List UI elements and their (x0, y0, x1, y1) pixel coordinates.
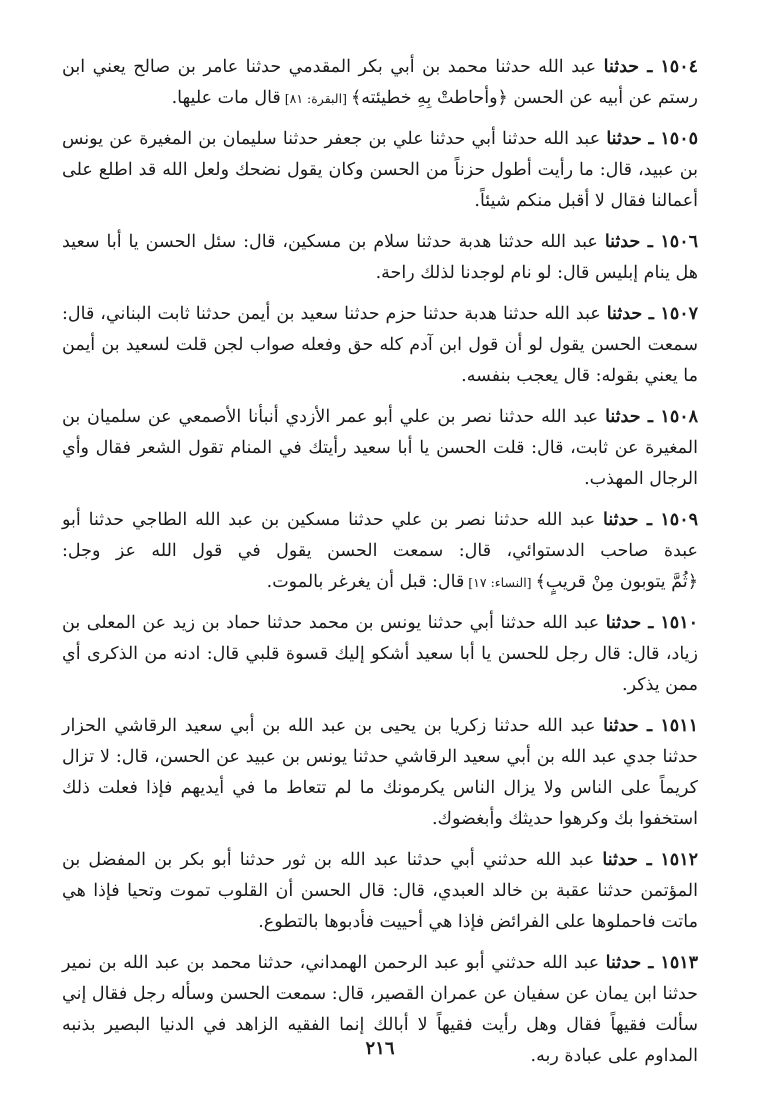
hadith-entry-1505 (62, 124, 698, 217)
entry-number: ١٥٠٤ ـ حدثنا (603, 57, 699, 77)
quran-quote: ﴿وأحاطتْ بِهِ خطيئته﴾ (350, 88, 508, 108)
entry-text: عبد الله حدثنا أبي حدثنا يونس بن محمد حدثنا حماد بن زيد عن المعلى بن زياد، قال: قال رجل للحسن يا أبا سعيد أشكو إليك قسوة قلبي قال: ادنه من الذكرى أي ممن يذكر. (62, 613, 698, 695)
entry-number: ١٥٠٩ ـ حدثنا (603, 510, 698, 530)
hadith-entry-1512 (62, 845, 698, 938)
entry-number: ١٥٠٦ ـ حدثنا (604, 232, 698, 252)
hadith-entry-1510 (62, 608, 698, 701)
hadith-entry-1506 (62, 227, 698, 289)
entry-text: عبد الله حدثنا أبي حدثنا علي بن جعفر حدثنا سليمان بن المغيرة عن يونس بن عبيد، قال: ما رأيت أطول حزناً من الحسن وكان يقول نضحك ولعل الله قد اطلع على أعمالنا فقال لا أقبل منكم شيئاً. (62, 129, 698, 211)
entry-number: ١٥١٠ ـ حدثنا (605, 613, 698, 633)
hadith-entry-1507 (62, 299, 698, 392)
entry-text: عبد الله حدثنا هدبة حدثنا حزم حدثنا سعيد بن أيمن حدثنا ثابت البناني، قال: سمعت الحسن يقول لو أن قول ابن آدم كله حق وفعله صواب لجن قلت لسعيد بن أيمن ما يعني بقوله: قال يعجب بنفسه. (62, 304, 698, 386)
entry-text: عبد الله حدثنا نصر بن علي أبو عمر الأزدي أنبأنا الأصمعي عن سلميان بن المغيرة عن ثابت، قال: قلت الحسن يا أبا سعيد رأيتك في المنام تقول الشعر فقال وأي الرجال المهذب. (62, 407, 698, 489)
hadith-entry-1508 (62, 402, 698, 495)
entry-number: ١٥١٣ ـ حدثنا (605, 953, 699, 973)
entry-number: ١٥١١ ـ حدثنا (603, 716, 698, 736)
entry-text-end: قال مات عليها. (171, 88, 281, 108)
page-number: ٢١٦ (365, 1038, 395, 1059)
entry-number: ١٥٠٨ ـ حدثنا (605, 407, 699, 427)
entry-text: عبد الله حدثني أبو عبد الرحمن الهمداني، حدثنا محمد بن عبد الله بن نمير حدثنا ابن يمان عن سفيان عن عمران القصير، قال: سمعت الحسن وسأله رجل فقال إني سألت فقيهاً فقال وهل رأيت فقيهاً لا أبالك إنما الفقيه الزاهد في الدنيا البصير بذنبه المداوم على عبادة ربه. (62, 953, 698, 1066)
entry-text: عبد الله حدثنا محمد بن أبي بكر المقدمي حدثنا عامر بن صالح يعني ابن رستم عن أبيه عن الحسن (62, 57, 698, 108)
quran-quote: ﴿ثُمَّ يتوبون مِنْ قريبٍ﴾ (535, 572, 698, 592)
entry-text: عبد الله حدثني أبي حدثنا عبد الله بن ثور حدثنا أبو بكر بن المفضل بن المؤتمن حدثنا عقبة بن خالد العبدي، قال: قال الحسن أن القلوب تموت وتحيا فإذا هي ماتت فاحملوها على الفرائض فإذا هي أحييت فأدبوها بالتطوع. (62, 850, 698, 932)
entry-number: ١٥٠٥ ـ حدثنا (606, 129, 699, 149)
entry-number: ١٥١٢ ـ حدثنا (602, 850, 699, 870)
quran-reference: [البقرة: ٨١] (280, 91, 351, 106)
entry-text: عبد الله حدثنا هدبة حدثنا سلام بن مسكين، قال: سئل الحسن يا أبا سعيد هل ينام إبليس قال: لو نام لوجدنا لذلك راحة. (62, 232, 698, 283)
hadith-entry-1504 (62, 52, 698, 114)
hadith-entry-1509 (62, 505, 698, 598)
entry-text-end: قال: قبل أن يغرغر بالموت. (266, 572, 465, 592)
hadith-entry-1511 (62, 711, 698, 835)
entry-number: ١٥٠٧ ـ حدثنا (606, 304, 699, 324)
quran-reference: [النساء: ١٧] (464, 575, 536, 590)
entry-text: عبد الله حدثنا زكريا بن يحيى بن عبد الله بن أبي سعيد الرقاشي الحزار حدثنا جدي عبد الله بن أبي سعيد الرقاشي حدثنا يونس بن عبيد عن الحسن، قال: لا تزال كريماً على الناس ولا يزال الناس يكرمونك ما لم تتعاط ما في أيديهم فإذا فعلت ذلك استخفوا بك وكرهوا حديثك وأبغضوك. (62, 716, 698, 829)
entry-text: عبد الله حدثنا نصر بن علي حدثنا مسكين بن عبد الله الطاجي حدثنا أبو عبدة صاحب الدستوائي، قال: سمعت الحسن يقول في قول الله عز وجل: (62, 510, 698, 561)
page-body (62, 52, 698, 1082)
